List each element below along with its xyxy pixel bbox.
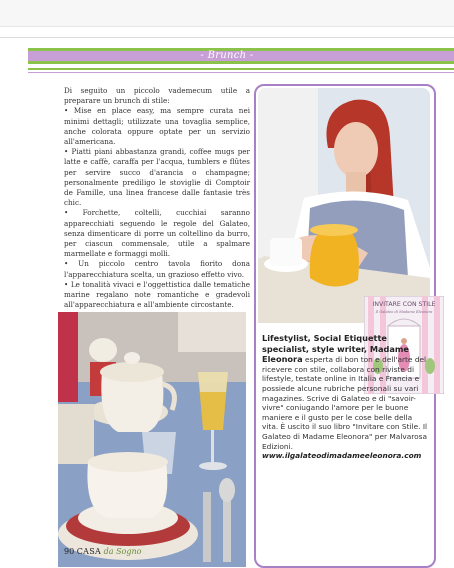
article-paragraph: • Mise en place easy, ma sempre curata nei minimi dettagli; utilizzate una tovaglia semplice, anche colorata oppure optate per un servizio all'americana. xyxy=(64,106,250,147)
top-rule xyxy=(0,37,454,38)
brunch-table-illustration xyxy=(58,312,246,567)
section-rule-lilac xyxy=(28,72,454,73)
page-footer xyxy=(64,547,141,556)
bio-lead: Lifestylist, Social Etiquette specialist, style writer, Madame Eleonora xyxy=(262,333,409,365)
publication-name: CASA xyxy=(76,547,102,556)
author-bio xyxy=(262,333,430,461)
article-paragraph: • Le tonalità vivaci e l'oggettistica dalle tematiche marine regalano note romantiche e gradevoli all'apparecchiatura e all'ambiente circostante. xyxy=(64,279,250,310)
page-number: 90 xyxy=(64,547,75,556)
publication-suffix: da Sogno xyxy=(103,547,142,556)
book-subtitle: Il Galateo di Madame Eleonora xyxy=(375,310,433,314)
brunch-table-photo xyxy=(58,312,246,567)
section-title: - Brunch - xyxy=(200,50,254,61)
article-paragraph: • Piatti piani abbastanza grandi, coffee mugs per latte e caffè, caraffa per l'acqua, tumblers e flûtes per servire succo d'arancia o champagne; personalmente prediligo le stoviglie di Comptoir de Famille, una linea francese dalle fantasie très chic. xyxy=(64,147,250,208)
article-paragraph: • Un piccolo centro tavola fiorito dona l'apparecchiatura scelta, un grazioso effetto vivo. xyxy=(64,259,250,279)
article-body xyxy=(64,86,250,310)
article-paragraph: • Forchette, coltelli, cucchiai saranno apparecchiati seguendo le regole del Galateo, senza dimenticare di porre un coltellino da burro, per ciascun commensale, utile a spalmare marmellate e formaggi molli. xyxy=(64,208,250,259)
bio-text: esperta di bon ton e dell'arte del ricevere con stile, collabora con riviste di lifestyle, testate online in Italia e Francia e possiede alcune rubriche personali su vari magazines. Scrive di Galateo e di "savoir-vivre" coniugando l'amore per le buone maniere e il gusto per le cose belle della vita. È uscito il suo libro "Invitare con Stile. Il Galateo di Madame Eleonora" per Malvarosa Edizioni. xyxy=(262,355,428,451)
article-paragraph: Di seguito un piccolo vademecum utile a preparare un brunch di stile: xyxy=(64,86,250,106)
section-rule-green xyxy=(28,68,454,70)
top-strip xyxy=(0,0,454,27)
author-portrait-illustration xyxy=(258,88,430,323)
book-title: INVITARE CON STILE xyxy=(372,301,436,308)
author-website-link[interactable]: www.ilgalateodimadameeleonora.com xyxy=(262,451,422,461)
author-photo xyxy=(258,88,430,323)
